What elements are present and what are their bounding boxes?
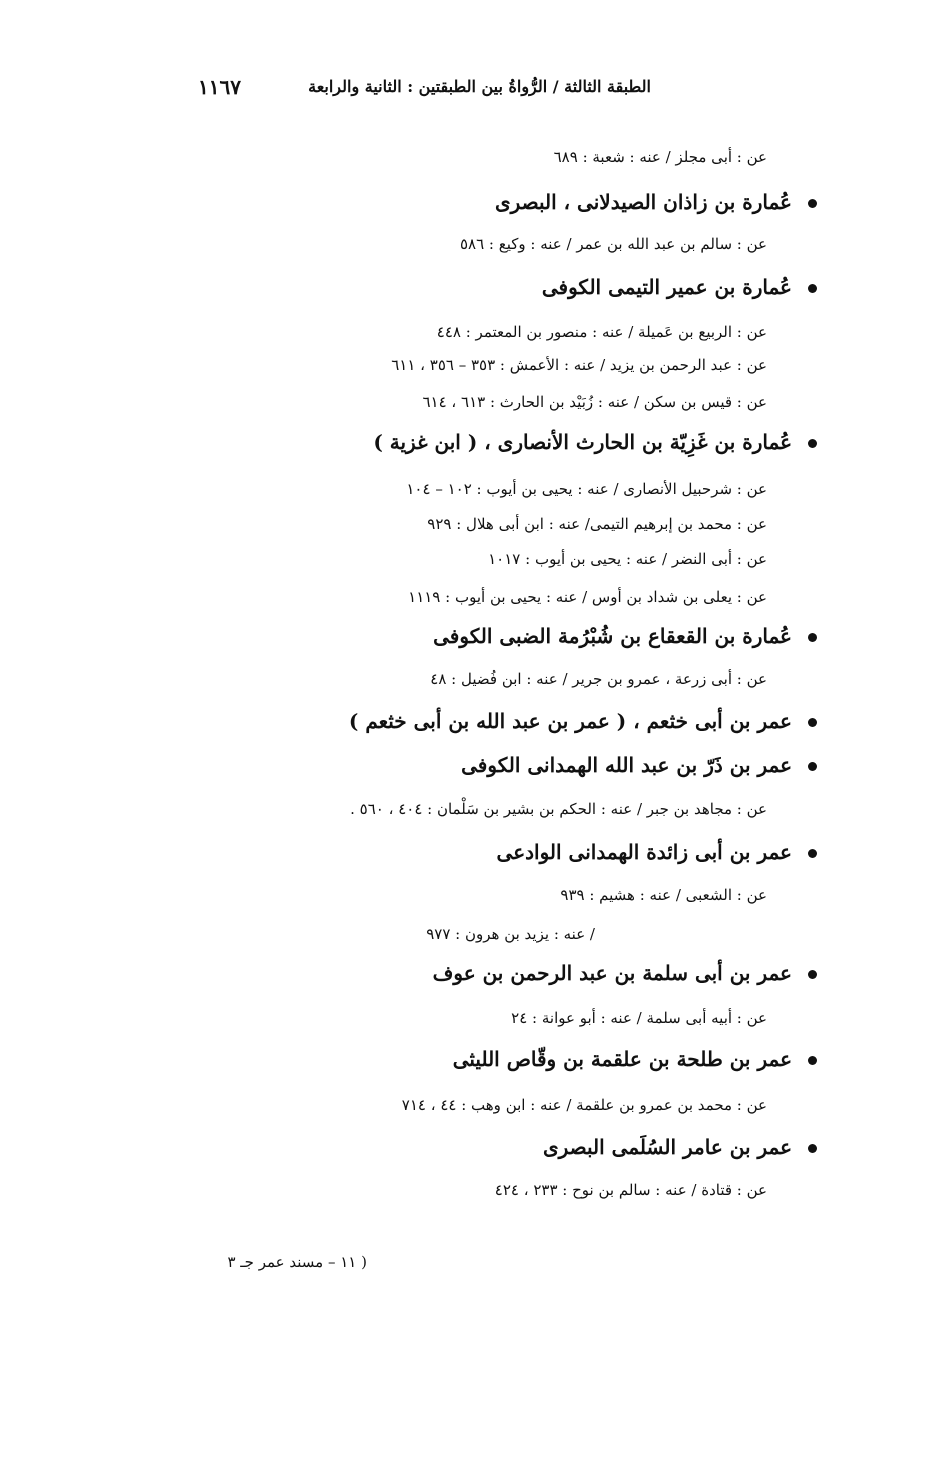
narration-line: عن : أبى زرعة ، عمرو بن جرير / عنه : ابن فُضيل : ٤٨ [430, 670, 767, 688]
narration-line: عن : مجاهد بن جبر / عنه : الحكم بن بشير بن سَلْمان : ٤٠٤ ، ٥٦٠ . [350, 800, 767, 818]
page-number: ١١٦٧ [198, 75, 241, 99]
narrator-entry: عُمارة بن عمير التيمى الكوفى [541, 275, 792, 299]
narration-line: عن : سالم بن عبد الله بن عمر / عنه : وكيع : ٥٨٦ [459, 235, 767, 253]
bullet-icon [808, 970, 817, 979]
narration-line: / عنه : يزيد بن هرون : ٩٧٧ [426, 925, 595, 943]
narration-line: عن : الربيع بن عَميلة / عنه : منصور بن المعتمر : ٤٤٨ [436, 323, 767, 341]
narrator-entry: عُمارة بن غَزِيّة بن الحارث الأنصارى ، ( ابن غزية ) [373, 430, 792, 454]
bullet-icon [808, 849, 817, 858]
narration-line: عن : عبد الرحمن بن يزيد / عنه : الأعمش : ٣٥٣ – ٣٥٦ ، ٦١١ [391, 356, 767, 374]
narration-line: عن : شرحبيل الأنصارى / عنه : يحيى بن أيوب : ١٠٢ – ١٠٤ [406, 480, 767, 498]
narrator-entry: عمر بن ذَرّ بن عبد الله الهمدانى الكوفى [461, 753, 792, 777]
bullet-icon [808, 439, 817, 448]
bullet-icon [808, 718, 817, 727]
narrator-entry: عمر بن أبى خثعم ، ( عمر بن عبد الله بن أبى خثعم ) [348, 709, 792, 733]
narration-line: عن : أبى مجلز / عنه : شعبة : ٦٨٩ [553, 148, 767, 166]
footer-signature: ( ١١ – مسند عمر جـ ٣ [227, 1253, 367, 1271]
narrator-entry: عمر بن أبى سلمة بن عبد الرحمن بن عوف [432, 961, 792, 985]
bullet-icon [808, 1144, 817, 1153]
bullet-icon [808, 633, 817, 642]
narrator-entry: عمر بن عامر السُلَمى البصرى [542, 1135, 792, 1159]
narration-line: عن : محمد بن عمرو بن علقمة / عنه : ابن وهب : ٤٤ ، ٧١٤ [401, 1096, 767, 1114]
narration-line: عن : يعلى بن شداد بن أوس / عنه : يحيى بن أيوب : ١١١٩ [408, 588, 767, 606]
running-header: الطبقة الثالثة / الرُّواةُ بين الطبقتين : الثانية والرابعة [308, 77, 651, 96]
narration-line: عن : أبى النضر / عنه : يحيى بن أيوب : ١٠١٧ [488, 550, 767, 568]
narration-line: عن : قتادة / عنه : سالم بن نوح : ٢٣٣ ، ٤٢٤ [494, 1181, 767, 1199]
narrator-entry: عُمارة بن زاذان الصيدلانى ، البصرى [494, 190, 792, 214]
narration-line: عن : قيس بن سكن / عنه : زُبَيْد بن الحارث : ٦١٣ ، ٦١٤ [422, 393, 767, 411]
bullet-icon [808, 762, 817, 771]
bullet-icon [808, 284, 817, 293]
narration-line: عن : الشعبى / عنه : هشيم : ٩٣٩ [560, 886, 767, 904]
narration-line: عن : أبيه أبى سلمة / عنه : أبو عوانة : ٢٤ [511, 1009, 767, 1027]
narrator-entry: عمر بن طلحة بن علقمة بن وقّاص الليثى [452, 1047, 792, 1071]
bullet-icon [808, 1056, 817, 1065]
narrator-entry: عُمارة بن القعقاع بن شُبْرُمة الضبى الكوفى [433, 624, 792, 648]
bullet-icon [808, 199, 817, 208]
narration-line: عن : محمد بن إبرهيم التيمى/ عنه : ابن أبى هلال : ٩٢٩ [427, 515, 767, 533]
narrator-entry: عمر بن أبى زائدة الهمدانى الوادعى [496, 840, 792, 864]
